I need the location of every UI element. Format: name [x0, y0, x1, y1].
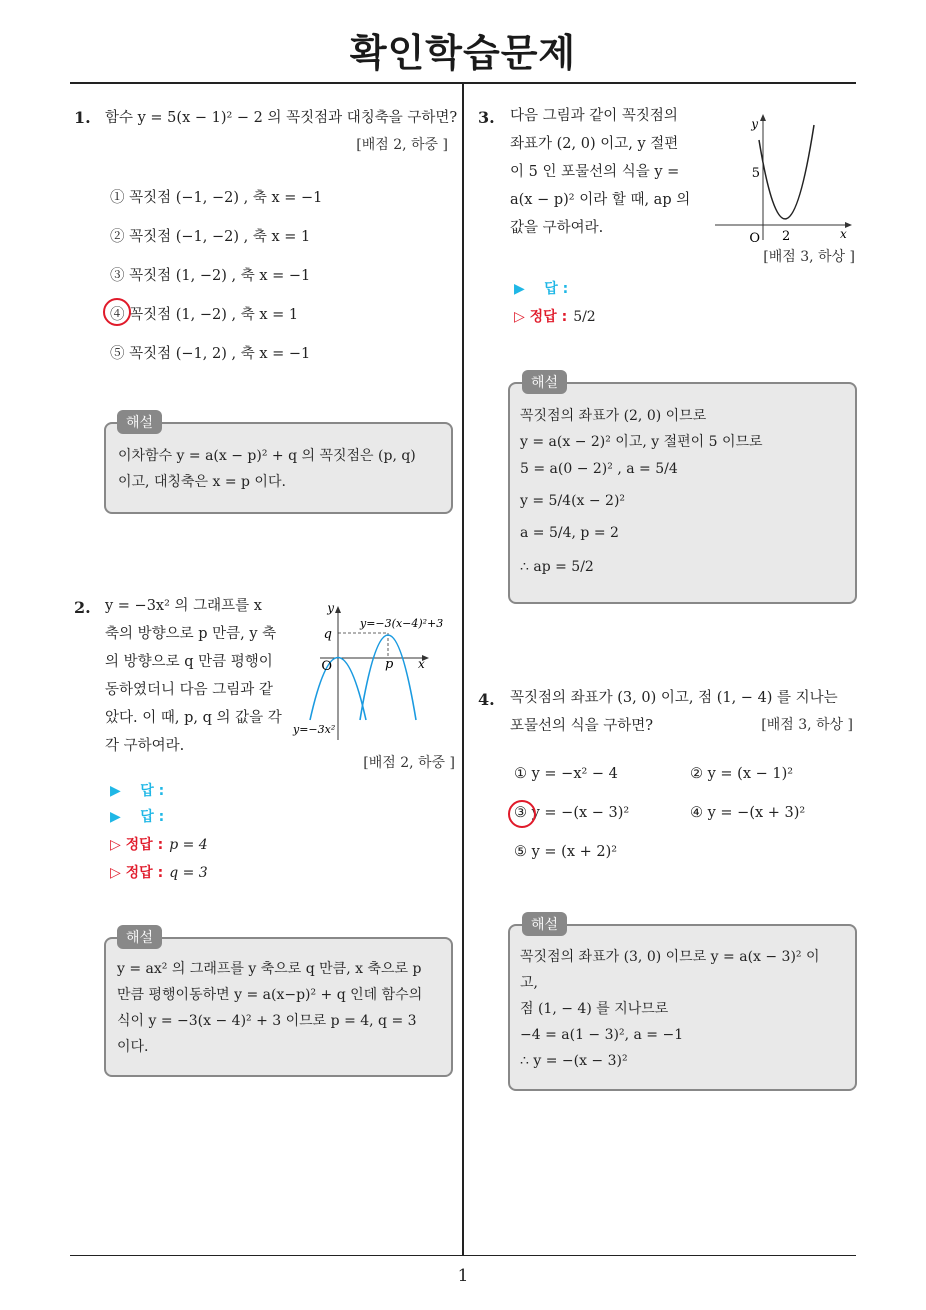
- q2-answer-2[interactable]: [110, 806, 164, 826]
- q3-solution-line-1: 꼭짓점의 좌표가 (2, 0) 이므로: [520, 408, 707, 424]
- q2-solution-line-3: 식이 y = −3(x − 4)² + 3 이므로 p = 4, q = 3: [117, 1013, 417, 1029]
- q2-bottom-curve-label: y=−3x²: [293, 723, 336, 736]
- bottom-rule: [70, 1255, 856, 1256]
- q4-solution-line-3: 점 (1, − 4) 를 지나므로: [520, 1001, 669, 1017]
- q4-choice-1[interactable]: ① y = −x² − 4: [514, 766, 618, 782]
- q1-solution-line-2: 이고, 대칭축은 x = p 이다.: [118, 474, 286, 490]
- q1-choice-1[interactable]: ① 꼭짓점 (−1, −2) , 축 x = −1: [110, 190, 323, 206]
- q2-question-line-3: 의 방향으로 q 만큼 평행이: [105, 654, 273, 670]
- q2-x-label: x: [418, 657, 425, 671]
- q3-question-line-2: 좌표가 (2, 0) 이고, y 절편: [510, 136, 679, 152]
- q2-meta: [배점 2, 하중 ]: [363, 755, 455, 771]
- q2-answer-1-label: 답 :: [140, 783, 165, 799]
- q4-meta: [배점 3, 하상 ]: [761, 717, 853, 733]
- q3-five-label: 5: [751, 166, 760, 181]
- q4-answer-mark: [508, 800, 536, 828]
- q3-meta: [배점 3, 하상 ]: [763, 249, 855, 265]
- q3-solution-line-4: y = 5/4(x − 2)²: [520, 493, 626, 509]
- q2-answer-1-arrow: ▶: [110, 783, 121, 799]
- q2-answer-2-arrow: ▶: [110, 809, 121, 825]
- q1-solution-tag: 해설: [117, 410, 162, 434]
- q1-question: 함수 y = 5(x − 1)² − 2 의 꼭짓점과 대칭축을 구하면?: [105, 110, 458, 126]
- q3-solution-line-5: a = 5/4, p = 2: [520, 525, 619, 541]
- q2-correct-2-label: 정답 :: [125, 865, 164, 881]
- q2-answer-1[interactable]: [110, 780, 164, 800]
- q4-choice-3[interactable]: ③ y = −(x − 3)²: [514, 805, 630, 821]
- q3-origin-label: O: [749, 231, 760, 246]
- q3-y-label: y: [751, 117, 758, 131]
- q1-choice-2[interactable]: ② 꼭짓점 (−1, −2) , 축 x = 1: [110, 229, 311, 245]
- q3-two-label: 2: [782, 229, 791, 244]
- q3-question-line-4: a(x − p)² 이라 할 때, ap 의: [510, 192, 691, 208]
- q4-question-line-2: 포물선의 식을 구하면?: [510, 718, 654, 734]
- q2-question-line-6: 각 구하여라.: [105, 738, 185, 754]
- q4-solution-tag: 해설: [522, 912, 567, 936]
- q2-question-line-1: y = −3x² 의 그래프를 x: [105, 598, 262, 614]
- q3-answer-label: 답 :: [544, 281, 569, 297]
- q3-question-line-3: 이 5 인 포물선의 식을 y =: [510, 164, 680, 180]
- q3-solution-line-6: ∴ ap = 5/2: [520, 559, 594, 575]
- q3-question-line-1: 다음 그림과 같이 꼭짓점의: [510, 108, 678, 124]
- q2-correct-1-arrow: ▷: [110, 837, 121, 853]
- q1-solution-line-1: 이차함수 y = a(x − p)² + q 의 꼭짓점은 (p, q): [118, 448, 416, 464]
- q2-solution-tag: 해설: [117, 925, 162, 949]
- q3-number: 3.: [478, 108, 495, 127]
- page-title: 확인학습문제: [349, 31, 577, 75]
- column-divider: [462, 84, 464, 1256]
- q2-question: [105, 592, 282, 760]
- q3-answer[interactable]: [514, 278, 568, 298]
- q2-top-curve-label: y=−3(x−4)²+3: [360, 617, 444, 630]
- q4-choice-4[interactable]: ④ y = −(x + 3)²: [690, 805, 806, 821]
- q3-correct-label: 정답 :: [529, 309, 568, 325]
- q2-p-label: p: [385, 657, 394, 672]
- q4-solution-line-4: −4 = a(1 − 3)², a = −1: [520, 1027, 684, 1043]
- q2-answer-2-label: 답 :: [140, 809, 165, 825]
- q3-correct-value: 5/2: [573, 309, 596, 325]
- q4-solution-line-5: ∴ y = −(x − 3)²: [520, 1053, 628, 1069]
- q4-number: 4.: [478, 690, 495, 709]
- q2-correct-1-value: p = 4: [169, 837, 208, 853]
- q1-answer-mark: [103, 298, 131, 326]
- q2-correct-2: [110, 862, 208, 882]
- q2-solution-line-2: 만큼 평행이동하면 y = a(x−p)² + q 인데 함수의: [117, 987, 423, 1003]
- q1-choice-5[interactable]: ⑤ 꼭짓점 (−1, 2) , 축 x = −1: [110, 346, 311, 362]
- q2-y-label: y: [327, 601, 334, 615]
- q3-solution-line-3: 5 = a(0 − 2)² , a = 5/4: [520, 461, 678, 477]
- q2-graph: [290, 600, 460, 740]
- q2-solution-line-1: y = ax² 의 그래프를 y 축으로 q 만큼, x 축으로 p: [117, 961, 422, 977]
- q4-question-line-1: 꼭짓점의 좌표가 (3, 0) 이고, 점 (1, − 4) 를 지나는: [510, 690, 838, 706]
- q2-question-line-5: 았다. 이 때, p, q 의 값을 각: [105, 710, 282, 726]
- q1-number: 1.: [74, 108, 91, 127]
- q3-x-label: x: [840, 227, 847, 241]
- q4-choice-2[interactable]: ② y = (x − 1)²: [690, 766, 794, 782]
- q2-question-line-4: 동하였더니 다음 그림과 같: [105, 682, 273, 698]
- q3-correct-arrow: ▷: [514, 309, 525, 325]
- q3-y-arrow: [760, 114, 766, 121]
- q3-graph: [710, 110, 860, 250]
- q1-meta: [배점 2, 하중 ]: [356, 137, 448, 153]
- q2-correct-2-arrow: ▷: [110, 865, 121, 881]
- q4-solution-line-2: 고,: [520, 975, 538, 991]
- q4-solution-line-1: 꼭짓점의 좌표가 (3, 0) 이므로 y = a(x − 3)² 이: [520, 949, 820, 965]
- q1-choice-4[interactable]: ④ 꼭짓점 (1, −2) , 축 x = 1: [110, 307, 299, 323]
- q3-question: [510, 102, 690, 242]
- q2-correct-1: [110, 834, 208, 854]
- page-number: 1: [457, 1266, 469, 1286]
- q3-solution-line-2: y = a(x − 2)² 이고, y 절편이 5 이므로: [520, 434, 763, 450]
- q3-question-line-5: 값을 구하여라.: [510, 220, 604, 236]
- q2-curve-shifted: [360, 635, 416, 720]
- q3-correct: [514, 306, 596, 326]
- q2-q-label: q: [323, 627, 332, 642]
- q2-number: 2.: [74, 598, 91, 617]
- q2-question-line-2: 축의 방향으로 p 만큼, y 축: [105, 626, 277, 642]
- q3-solution-tag: 해설: [522, 370, 567, 394]
- q3-curve: [759, 125, 814, 219]
- q2-origin-label: O: [321, 659, 332, 674]
- q1-choice-3[interactable]: ③ 꼭짓점 (1, −2) , 축 x = −1: [110, 268, 311, 284]
- q4-choice-5[interactable]: ⑤ y = (x + 2)²: [514, 844, 618, 860]
- q2-correct-1-label: 정답 :: [125, 837, 164, 853]
- q2-y-arrow: [335, 606, 341, 613]
- q2-solution-line-4: 이다.: [117, 1039, 149, 1055]
- q3-answer-arrow: ▶: [514, 281, 525, 297]
- q2-correct-2-value: q = 3: [169, 865, 208, 881]
